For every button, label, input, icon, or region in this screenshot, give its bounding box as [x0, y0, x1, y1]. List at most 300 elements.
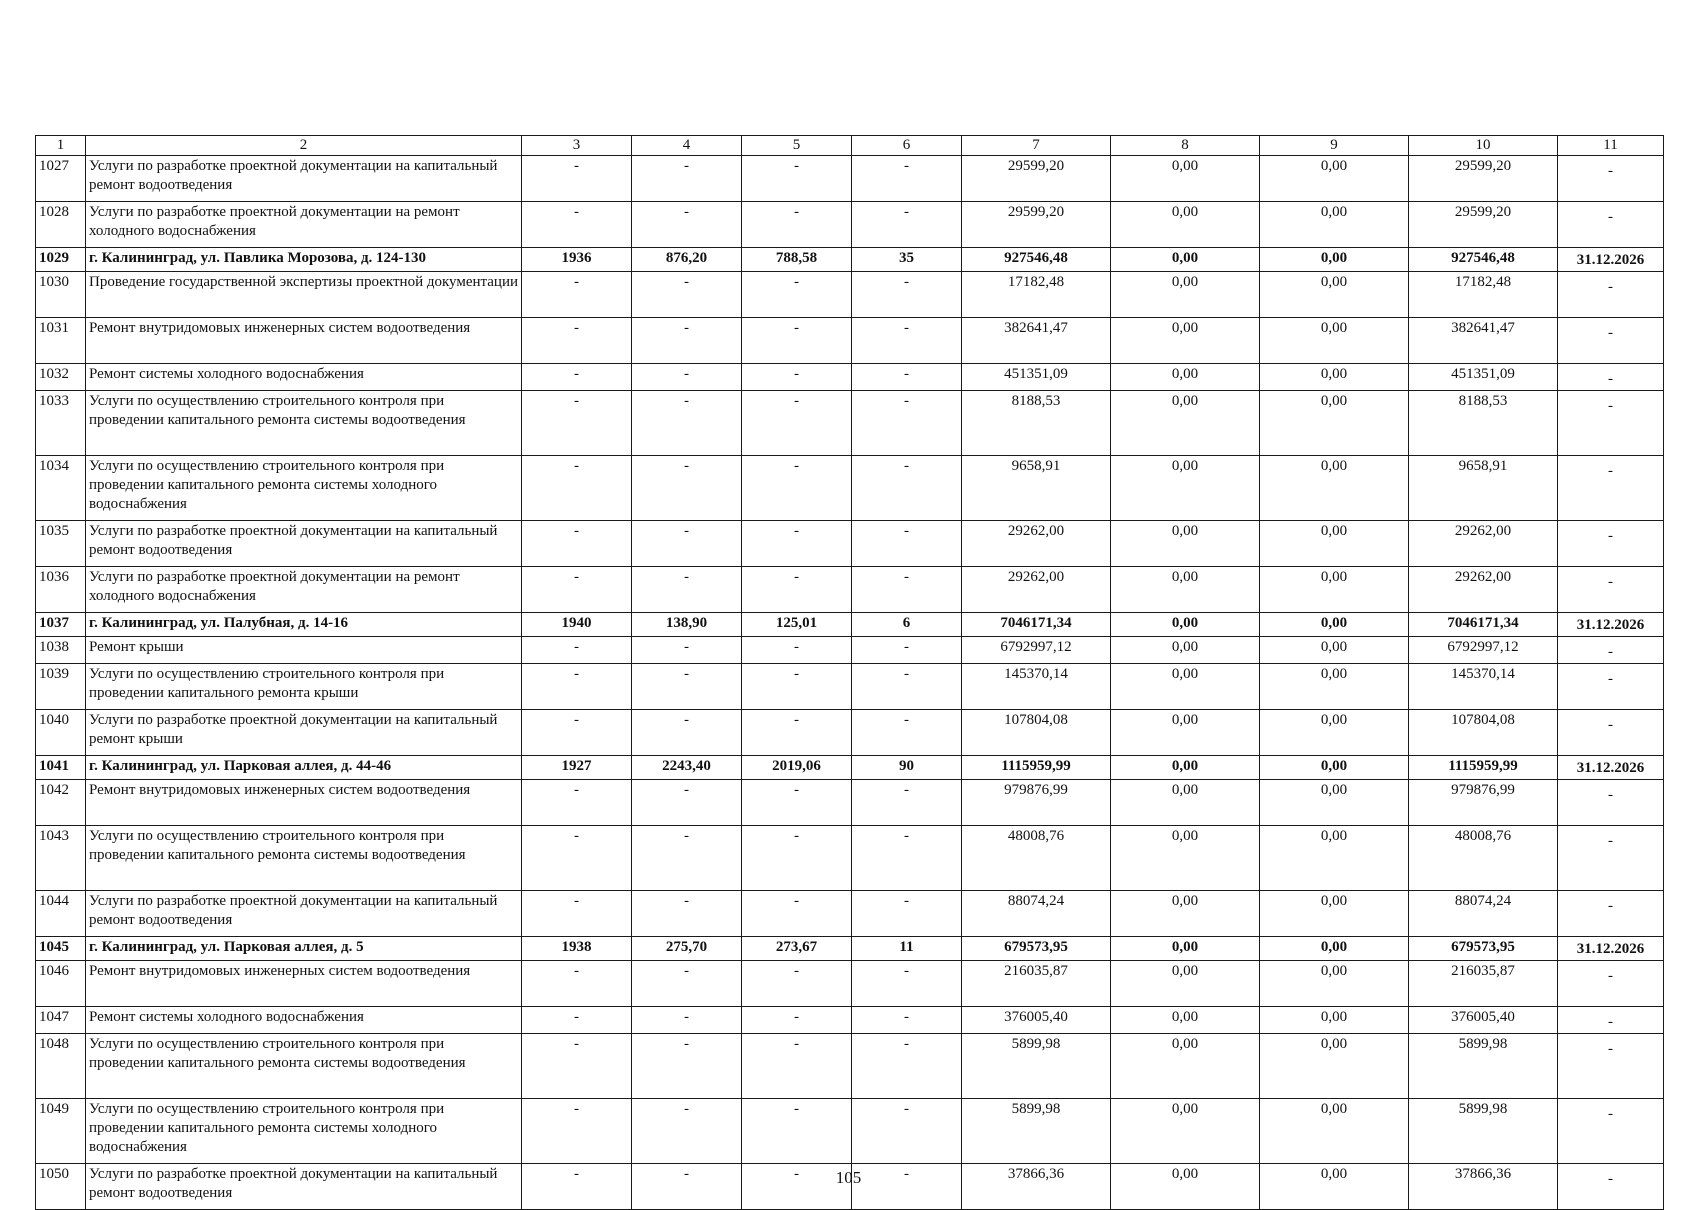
work-item-row	[36, 156, 1664, 202]
fund-cost-cell: 0,00	[1111, 1099, 1260, 1164]
build-year-cell: -	[522, 891, 632, 937]
total-cost-cell: 107804,08	[962, 710, 1111, 756]
work-item-row	[36, 961, 1664, 1007]
residents-count-cell: -	[852, 391, 962, 456]
residents-count-cell: -	[852, 272, 962, 318]
fund-cost-cell: 0,00	[1111, 826, 1260, 891]
total-cost-cell: 37866,36	[962, 1164, 1111, 1210]
owners-cost-cell: 0,00	[1260, 1007, 1409, 1034]
completion-date-cell: 31.12.2026	[1558, 248, 1664, 272]
residents-count-cell: -	[852, 1164, 962, 1210]
fund-cost-cell: 0,00	[1111, 456, 1260, 521]
living-area-cell: -	[742, 567, 852, 613]
work-description-cell: Ремонт внутридомовых инженерных систем водоотведения	[86, 961, 522, 1007]
work-item-row	[36, 710, 1664, 756]
build-year-cell: -	[522, 710, 632, 756]
total-area-cell: 275,70	[632, 937, 742, 961]
build-year-cell: -	[522, 961, 632, 1007]
total-cost-cell: 48008,76	[962, 826, 1111, 891]
owners-cost-cell: 0,00	[1260, 637, 1409, 664]
build-year-cell: -	[522, 664, 632, 710]
fund-cost-cell: 0,00	[1111, 961, 1260, 1007]
row-number-cell: 1047	[36, 1007, 86, 1034]
column-header: 4	[632, 136, 742, 156]
other-cost-cell: 382641,47	[1409, 318, 1558, 364]
row-number-cell: 1048	[36, 1034, 86, 1099]
work-item-row	[36, 1099, 1664, 1164]
owners-cost-cell: 0,00	[1260, 1164, 1409, 1210]
total-area-cell: 876,20	[632, 248, 742, 272]
capital-repair-table	[35, 135, 1664, 1210]
address-row	[36, 248, 1664, 272]
living-area-cell: 788,58	[742, 248, 852, 272]
completion-date-cell: 31.12.2026	[1558, 756, 1664, 780]
other-cost-cell: 88074,24	[1409, 891, 1558, 937]
fund-cost-cell: 0,00	[1111, 248, 1260, 272]
living-area-cell: -	[742, 1099, 852, 1164]
column-header: 7	[962, 136, 1111, 156]
owners-cost-cell: 0,00	[1260, 567, 1409, 613]
completion-date-cell: -	[1558, 456, 1664, 521]
residents-count-cell: -	[852, 567, 962, 613]
total-cost-cell: 679573,95	[962, 937, 1111, 961]
work-item-row	[36, 1034, 1664, 1099]
residents-count-cell: 90	[852, 756, 962, 780]
other-cost-cell: 451351,09	[1409, 364, 1558, 391]
build-year-cell: -	[522, 1164, 632, 1210]
owners-cost-cell: 0,00	[1260, 364, 1409, 391]
living-area-cell: -	[742, 780, 852, 826]
total-area-cell: -	[632, 521, 742, 567]
other-cost-cell: 29262,00	[1409, 567, 1558, 613]
fund-cost-cell: 0,00	[1111, 272, 1260, 318]
owners-cost-cell: 0,00	[1260, 272, 1409, 318]
total-cost-cell: 88074,24	[962, 891, 1111, 937]
total-area-cell: -	[632, 1034, 742, 1099]
owners-cost-cell: 0,00	[1260, 826, 1409, 891]
work-description-cell: г. Калининград, ул. Парковая аллея, д. 44-46	[86, 756, 522, 780]
work-description-cell: Услуги по разработке проектной документации на капитальный ремонт водоотведения	[86, 891, 522, 937]
work-description-cell: Ремонт крыши	[86, 637, 522, 664]
other-cost-cell: 8188,53	[1409, 391, 1558, 456]
total-cost-cell: 29599,20	[962, 156, 1111, 202]
living-area-cell: -	[742, 1164, 852, 1210]
other-cost-cell: 5899,98	[1409, 1099, 1558, 1164]
owners-cost-cell: 0,00	[1260, 780, 1409, 826]
completion-date-cell: -	[1558, 637, 1664, 664]
residents-count-cell: -	[852, 1099, 962, 1164]
work-item-row	[36, 664, 1664, 710]
total-area-cell: -	[632, 664, 742, 710]
row-number-cell: 1030	[36, 272, 86, 318]
owners-cost-cell: 0,00	[1260, 1034, 1409, 1099]
completion-date-cell: -	[1558, 710, 1664, 756]
work-description-cell: Услуги по разработке проектной документации на ремонт холодного водоснабжения	[86, 202, 522, 248]
other-cost-cell: 9658,91	[1409, 456, 1558, 521]
residents-count-cell: 6	[852, 613, 962, 637]
living-area-cell: -	[742, 456, 852, 521]
work-item-row	[36, 567, 1664, 613]
fund-cost-cell: 0,00	[1111, 937, 1260, 961]
other-cost-cell: 1115959,99	[1409, 756, 1558, 780]
completion-date-cell: 31.12.2026	[1558, 613, 1664, 637]
build-year-cell: -	[522, 780, 632, 826]
completion-date-cell: -	[1558, 1007, 1664, 1034]
work-item-row	[36, 891, 1664, 937]
living-area-cell: -	[742, 664, 852, 710]
living-area-cell: -	[742, 318, 852, 364]
work-description-cell: Услуги по осуществлению строительного контроля при проведении капитального ремонта системы холодного водоснабжения	[86, 456, 522, 521]
completion-date-cell: -	[1558, 318, 1664, 364]
fund-cost-cell: 0,00	[1111, 637, 1260, 664]
column-header: 5	[742, 136, 852, 156]
total-area-cell: -	[632, 567, 742, 613]
living-area-cell: -	[742, 272, 852, 318]
build-year-cell: -	[522, 318, 632, 364]
other-cost-cell: 29599,20	[1409, 156, 1558, 202]
residents-count-cell: -	[852, 961, 962, 1007]
owners-cost-cell: 0,00	[1260, 202, 1409, 248]
fund-cost-cell: 0,00	[1111, 391, 1260, 456]
build-year-cell: -	[522, 1007, 632, 1034]
row-number-cell: 1041	[36, 756, 86, 780]
living-area-cell: 273,67	[742, 937, 852, 961]
fund-cost-cell: 0,00	[1111, 710, 1260, 756]
completion-date-cell: -	[1558, 521, 1664, 567]
build-year-cell: -	[522, 521, 632, 567]
living-area-cell: 125,01	[742, 613, 852, 637]
living-area-cell: -	[742, 364, 852, 391]
row-number-cell: 1027	[36, 156, 86, 202]
residents-count-cell: -	[852, 156, 962, 202]
total-cost-cell: 1115959,99	[962, 756, 1111, 780]
row-number-cell: 1033	[36, 391, 86, 456]
owners-cost-cell: 0,00	[1260, 456, 1409, 521]
work-item-row	[36, 318, 1664, 364]
residents-count-cell: -	[852, 364, 962, 391]
living-area-cell: -	[742, 826, 852, 891]
work-description-cell: Услуги по разработке проектной документации на капитальный ремонт водоотведения	[86, 1164, 522, 1210]
owners-cost-cell: 0,00	[1260, 391, 1409, 456]
work-item-row	[36, 521, 1664, 567]
residents-count-cell: -	[852, 826, 962, 891]
living-area-cell: 2019,06	[742, 756, 852, 780]
work-description-cell: Услуги по разработке проектной документации на ремонт холодного водоснабжения	[86, 567, 522, 613]
total-area-cell: -	[632, 1164, 742, 1210]
fund-cost-cell: 0,00	[1111, 202, 1260, 248]
work-description-cell: Ремонт внутридомовых инженерных систем водоотведения	[86, 318, 522, 364]
build-year-cell: 1927	[522, 756, 632, 780]
residents-count-cell: 35	[852, 248, 962, 272]
total-area-cell: -	[632, 710, 742, 756]
residents-count-cell: -	[852, 456, 962, 521]
row-number-cell: 1045	[36, 937, 86, 961]
completion-date-cell: -	[1558, 1034, 1664, 1099]
completion-date-cell: -	[1558, 891, 1664, 937]
total-cost-cell: 5899,98	[962, 1099, 1111, 1164]
other-cost-cell: 6792997,12	[1409, 637, 1558, 664]
total-area-cell: -	[632, 456, 742, 521]
work-description-cell: Услуги по разработке проектной документации на капитальный ремонт водоотведения	[86, 521, 522, 567]
fund-cost-cell: 0,00	[1111, 364, 1260, 391]
total-cost-cell: 145370,14	[962, 664, 1111, 710]
total-cost-cell: 451351,09	[962, 364, 1111, 391]
row-number-cell: 1036	[36, 567, 86, 613]
row-number-cell: 1046	[36, 961, 86, 1007]
column-header: 9	[1260, 136, 1409, 156]
address-row	[36, 937, 1664, 961]
work-description-cell: Услуги по осуществлению строительного контроля при проведении капитального ремонта системы водоотведения	[86, 1034, 522, 1099]
work-description-cell: г. Калининград, ул. Парковая аллея, д. 5	[86, 937, 522, 961]
build-year-cell: -	[522, 826, 632, 891]
total-cost-cell: 6792997,12	[962, 637, 1111, 664]
row-number-cell: 1038	[36, 637, 86, 664]
completion-date-cell: -	[1558, 1099, 1664, 1164]
total-area-cell: -	[632, 891, 742, 937]
living-area-cell: -	[742, 521, 852, 567]
column-header: 11	[1558, 136, 1664, 156]
other-cost-cell: 979876,99	[1409, 780, 1558, 826]
work-item-row	[36, 826, 1664, 891]
living-area-cell: -	[742, 1007, 852, 1034]
column-number-header-row	[36, 136, 1664, 156]
residents-count-cell: -	[852, 891, 962, 937]
total-cost-cell: 376005,40	[962, 1007, 1111, 1034]
fund-cost-cell: 0,00	[1111, 780, 1260, 826]
residents-count-cell: -	[852, 780, 962, 826]
work-item-row	[36, 391, 1664, 456]
completion-date-cell: 31.12.2026	[1558, 937, 1664, 961]
other-cost-cell: 7046171,34	[1409, 613, 1558, 637]
owners-cost-cell: 0,00	[1260, 521, 1409, 567]
total-cost-cell: 8188,53	[962, 391, 1111, 456]
total-cost-cell: 29262,00	[962, 521, 1111, 567]
work-description-cell: Ремонт внутридомовых инженерных систем водоотведения	[86, 780, 522, 826]
owners-cost-cell: 0,00	[1260, 1099, 1409, 1164]
completion-date-cell: -	[1558, 364, 1664, 391]
total-cost-cell: 927546,48	[962, 248, 1111, 272]
other-cost-cell: 145370,14	[1409, 664, 1558, 710]
total-cost-cell: 17182,48	[962, 272, 1111, 318]
owners-cost-cell: 0,00	[1260, 156, 1409, 202]
owners-cost-cell: 0,00	[1260, 318, 1409, 364]
other-cost-cell: 37866,36	[1409, 1164, 1558, 1210]
fund-cost-cell: 0,00	[1111, 756, 1260, 780]
other-cost-cell: 48008,76	[1409, 826, 1558, 891]
column-header: 3	[522, 136, 632, 156]
total-area-cell: -	[632, 1007, 742, 1034]
living-area-cell: -	[742, 637, 852, 664]
build-year-cell: -	[522, 456, 632, 521]
build-year-cell: 1938	[522, 937, 632, 961]
total-cost-cell: 979876,99	[962, 780, 1111, 826]
residents-count-cell: -	[852, 637, 962, 664]
work-item-row	[36, 780, 1664, 826]
column-header: 2	[86, 136, 522, 156]
residents-count-cell: -	[852, 1034, 962, 1099]
living-area-cell: -	[742, 1034, 852, 1099]
owners-cost-cell: 0,00	[1260, 710, 1409, 756]
fund-cost-cell: 0,00	[1111, 567, 1260, 613]
work-description-cell: Ремонт системы холодного водоснабжения	[86, 364, 522, 391]
owners-cost-cell: 0,00	[1260, 891, 1409, 937]
other-cost-cell: 17182,48	[1409, 272, 1558, 318]
row-number-cell: 1032	[36, 364, 86, 391]
total-cost-cell: 7046171,34	[962, 613, 1111, 637]
build-year-cell: 1940	[522, 613, 632, 637]
column-header: 1	[36, 136, 86, 156]
total-area-cell: -	[632, 156, 742, 202]
living-area-cell: -	[742, 391, 852, 456]
owners-cost-cell: 0,00	[1260, 756, 1409, 780]
other-cost-cell: 29262,00	[1409, 521, 1558, 567]
completion-date-cell: -	[1558, 567, 1664, 613]
completion-date-cell: -	[1558, 272, 1664, 318]
fund-cost-cell: 0,00	[1111, 1007, 1260, 1034]
build-year-cell: -	[522, 637, 632, 664]
row-number-cell: 1040	[36, 710, 86, 756]
completion-date-cell: -	[1558, 1164, 1664, 1210]
work-description-cell: Услуги по осуществлению строительного контроля при проведении капитального ремонта системы водоотведения	[86, 826, 522, 891]
total-cost-cell: 29599,20	[962, 202, 1111, 248]
living-area-cell: -	[742, 156, 852, 202]
living-area-cell: -	[742, 961, 852, 1007]
residents-count-cell: -	[852, 710, 962, 756]
total-area-cell: 138,90	[632, 613, 742, 637]
total-cost-cell: 29262,00	[962, 567, 1111, 613]
completion-date-cell: -	[1558, 202, 1664, 248]
fund-cost-cell: 0,00	[1111, 1034, 1260, 1099]
fund-cost-cell: 0,00	[1111, 318, 1260, 364]
address-row	[36, 756, 1664, 780]
total-area-cell: -	[632, 637, 742, 664]
living-area-cell: -	[742, 891, 852, 937]
other-cost-cell: 107804,08	[1409, 710, 1558, 756]
other-cost-cell: 376005,40	[1409, 1007, 1558, 1034]
total-area-cell: -	[632, 202, 742, 248]
total-cost-cell: 216035,87	[962, 961, 1111, 1007]
row-number-cell: 1049	[36, 1099, 86, 1164]
row-number-cell: 1034	[36, 456, 86, 521]
total-cost-cell: 382641,47	[962, 318, 1111, 364]
total-area-cell: -	[632, 826, 742, 891]
work-description-cell: Проведение государственной экспертизы проектной документации	[86, 272, 522, 318]
total-cost-cell: 9658,91	[962, 456, 1111, 521]
other-cost-cell: 29599,20	[1409, 202, 1558, 248]
completion-date-cell: -	[1558, 826, 1664, 891]
work-description-cell: Услуги по осуществлению строительного контроля при проведении капитального ремонта крыши	[86, 664, 522, 710]
residents-count-cell: -	[852, 318, 962, 364]
build-year-cell: 1936	[522, 248, 632, 272]
residents-count-cell: 11	[852, 937, 962, 961]
address-row	[36, 613, 1664, 637]
build-year-cell: -	[522, 567, 632, 613]
total-cost-cell: 5899,98	[962, 1034, 1111, 1099]
other-cost-cell: 216035,87	[1409, 961, 1558, 1007]
work-description-cell: г. Калининград, ул. Палубная, д. 14-16	[86, 613, 522, 637]
build-year-cell: -	[522, 1099, 632, 1164]
completion-date-cell: -	[1558, 961, 1664, 1007]
residents-count-cell: -	[852, 1007, 962, 1034]
build-year-cell: -	[522, 202, 632, 248]
owners-cost-cell: 0,00	[1260, 664, 1409, 710]
owners-cost-cell: 0,00	[1260, 613, 1409, 637]
work-description-cell: г. Калининград, ул. Павлика Морозова, д. 124-130	[86, 248, 522, 272]
row-number-cell: 1037	[36, 613, 86, 637]
fund-cost-cell: 0,00	[1111, 521, 1260, 567]
row-number-cell: 1028	[36, 202, 86, 248]
total-area-cell: -	[632, 961, 742, 1007]
work-description-cell: Ремонт системы холодного водоснабжения	[86, 1007, 522, 1034]
work-item-row	[36, 272, 1664, 318]
total-area-cell: 2243,40	[632, 756, 742, 780]
completion-date-cell: -	[1558, 664, 1664, 710]
total-area-cell: -	[632, 391, 742, 456]
build-year-cell: -	[522, 364, 632, 391]
other-cost-cell: 5899,98	[1409, 1034, 1558, 1099]
row-number-cell: 1043	[36, 826, 86, 891]
total-area-cell: -	[632, 1099, 742, 1164]
living-area-cell: -	[742, 710, 852, 756]
residents-count-cell: -	[852, 664, 962, 710]
row-number-cell: 1044	[36, 891, 86, 937]
other-cost-cell: 927546,48	[1409, 248, 1558, 272]
work-description-cell: Услуги по разработке проектной документации на капитальный ремонт водоотведения	[86, 156, 522, 202]
row-number-cell: 1031	[36, 318, 86, 364]
build-year-cell: -	[522, 391, 632, 456]
page-number: 105	[835, 1168, 862, 1187]
total-area-cell: -	[632, 780, 742, 826]
work-item-row	[36, 1007, 1664, 1034]
total-area-cell: -	[632, 364, 742, 391]
completion-date-cell: -	[1558, 780, 1664, 826]
work-description-cell: Услуги по разработке проектной документации на капитальный ремонт крыши	[86, 710, 522, 756]
row-number-cell: 1029	[36, 248, 86, 272]
owners-cost-cell: 0,00	[1260, 937, 1409, 961]
other-cost-cell: 679573,95	[1409, 937, 1558, 961]
residents-count-cell: -	[852, 521, 962, 567]
row-number-cell: 1039	[36, 664, 86, 710]
row-number-cell: 1050	[36, 1164, 86, 1210]
fund-cost-cell: 0,00	[1111, 613, 1260, 637]
residents-count-cell: -	[852, 202, 962, 248]
living-area-cell: -	[742, 202, 852, 248]
build-year-cell: -	[522, 272, 632, 318]
build-year-cell: -	[522, 156, 632, 202]
column-header: 8	[1111, 136, 1260, 156]
column-header: 6	[852, 136, 962, 156]
build-year-cell: -	[522, 1034, 632, 1099]
row-number-cell: 1035	[36, 521, 86, 567]
owners-cost-cell: 0,00	[1260, 248, 1409, 272]
work-description-cell: Услуги по осуществлению строительного контроля при проведении капитального ремонта системы холодного водоснабжения	[86, 1099, 522, 1164]
fund-cost-cell: 0,00	[1111, 1164, 1260, 1210]
owners-cost-cell: 0,00	[1260, 961, 1409, 1007]
row-number-cell: 1042	[36, 780, 86, 826]
completion-date-cell: -	[1558, 391, 1664, 456]
column-header: 10	[1409, 136, 1558, 156]
work-item-row	[36, 637, 1664, 664]
fund-cost-cell: 0,00	[1111, 891, 1260, 937]
work-item-row	[36, 202, 1664, 248]
work-description-cell: Услуги по осуществлению строительного контроля при проведении капитального ремонта системы водоотведения	[86, 391, 522, 456]
total-area-cell: -	[632, 272, 742, 318]
fund-cost-cell: 0,00	[1111, 156, 1260, 202]
total-area-cell: -	[632, 318, 742, 364]
fund-cost-cell: 0,00	[1111, 664, 1260, 710]
completion-date-cell: -	[1558, 156, 1664, 202]
work-item-row	[36, 364, 1664, 391]
